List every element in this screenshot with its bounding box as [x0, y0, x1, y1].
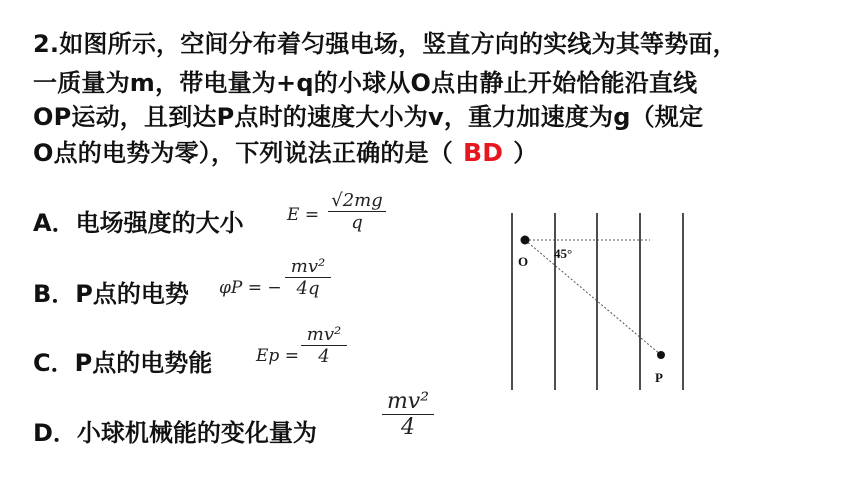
option-c-denominator: 4: [318, 346, 330, 367]
question-line-2: 一质量为m，带电量为+q的小球从O点由静止开始恰能沿直线: [33, 69, 698, 97]
point-o-label: O: [518, 254, 529, 269]
option-c-fraction: [301, 324, 347, 367]
point-p-label: P: [655, 370, 663, 385]
field-diagram: [500, 205, 730, 395]
option-c-label: C．P点的电势能: [33, 349, 213, 377]
option-b-label: B．P点的电势: [33, 280, 189, 308]
option-a-numerator: √2mg: [331, 190, 383, 211]
answer-text: BD: [463, 138, 504, 167]
option-b-denominator: 4q: [296, 278, 320, 299]
option-a-lhs: E =: [287, 205, 320, 225]
option-d-fraction: [382, 389, 434, 440]
option-c-numerator: mv²: [306, 324, 342, 345]
question-line-3: OP运动，且到达P点时的速度大小为v，重力加速度为g（规定: [33, 103, 704, 131]
option-c-lhs: Ep =: [256, 346, 299, 366]
option-a-fraction: [328, 190, 386, 233]
option-b-numerator: mv²: [290, 256, 326, 277]
option-b-lhs: φP = −: [219, 278, 282, 298]
point-o-dot: [521, 236, 530, 245]
option-a-denominator: q: [351, 212, 363, 233]
question-line-4: [33, 137, 537, 169]
option-d-label: D．小球机械能的变化量为: [33, 419, 317, 447]
angle-label: 45°: [554, 246, 573, 261]
option-b-fraction: [285, 256, 331, 299]
point-p-dot: [657, 351, 665, 359]
question-line-4-end: ）: [513, 139, 538, 167]
question-line-4-text: O点的电势为零），下列说法正确的是（: [33, 139, 454, 167]
option-d-numerator: mv²: [386, 389, 430, 414]
question-line-1: 2.如图所示，空间分布着匀强电场，竖直方向的实线为其等势面，: [33, 30, 737, 58]
option-d-denominator: 4: [401, 415, 415, 440]
option-a-label: A．电场强度的大小: [33, 209, 244, 237]
